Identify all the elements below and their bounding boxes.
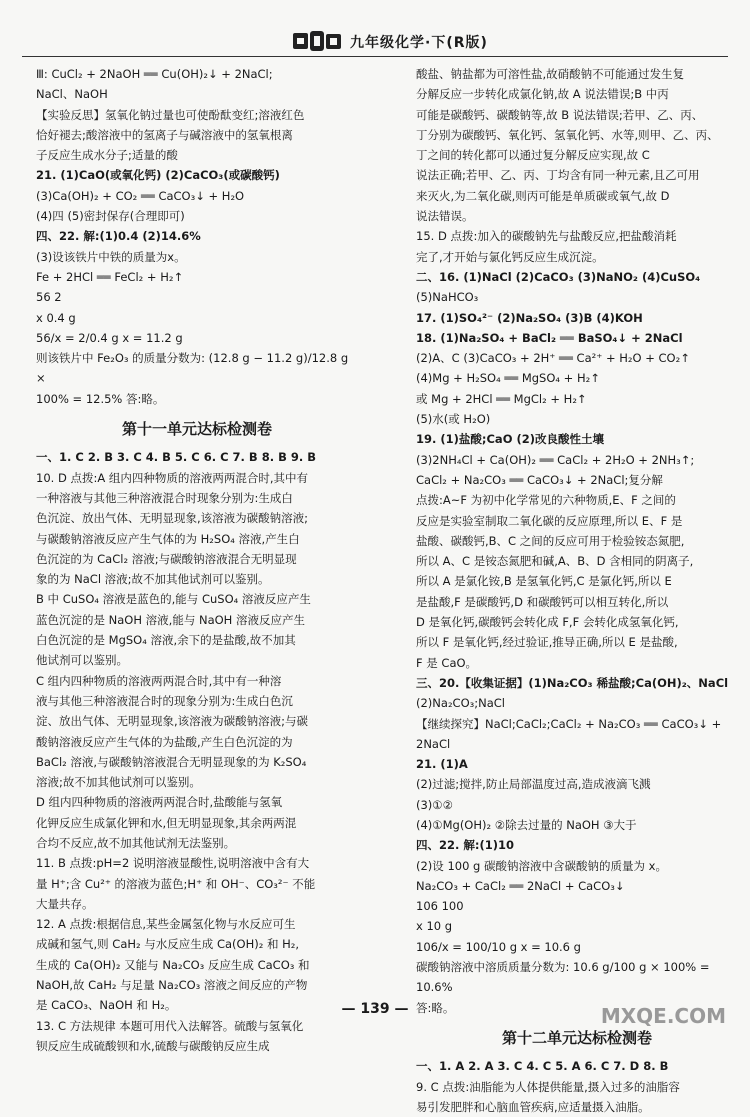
section-heading: 第十一单元达标检测卷 [121,420,272,439]
text-line: 100% = 12.5% 答:略。 [36,391,165,406]
text-line: (4)Mg + H₂SO₄ ══ MgSO₄ + H₂↑ [416,371,600,386]
text-line: (3)①② [416,797,453,812]
text-line: x 0.4 g [36,310,76,325]
text-line: NaCl、NaOH [36,87,108,102]
text-line: 【实验反思】氢氧化钠过量也可使酚酞变红;溶液红色 [36,107,305,122]
right-column [416,64,738,1117]
text-line: BaCl₂ 溶液,与碳酸钠溶液混合无明显现象的为 K₂SO₄ [36,754,307,769]
text-line: Ⅲ: CuCl₂ + 2NaOH ══ Cu(OH)₂↓ + 2NaCl; [36,67,273,81]
text-line: NaOH,故 CaH₂ 与足量 Na₂CO₃ 溶液之间反应的产物 [36,978,308,993]
text-line: Na₂CO₃ + CaCl₂ ══ 2NaCl + CaCO₃↓ [416,878,625,893]
text-line: D 组内四种物质的溶液两两混合时,盐酸能与氢氧 [36,795,283,810]
text-line: 来灭火,为二氧化碳,则丙可能是单质碳或氧气,故 D [416,188,670,203]
text-line: 丁分别为碳酸钙、氧化钙、氢氧化钙、水等,则甲、乙、丙、 [416,127,719,142]
text-line: 四、22. 解:(1)10 [416,838,514,853]
text-line: Fe + 2HCl ══ FeCl₂ + H₂↑ [36,269,184,284]
text-line: 酸盐、钠盐都为可溶性盐,故硝酸钠不可能通过发生复 [416,67,685,81]
text-line: 恰好褪去;酸溶液中的氢离子与碱溶液中的氢氧根离 [36,127,293,142]
watermark: MXQE.COM [600,1004,726,1028]
text-line: 说法错误。 [416,209,474,224]
text-line: 蓝色沉淀的是 NaOH 溶液,能与 NaOH 溶液反应产生 [36,612,305,627]
text-line: 18. (1)Na₂SO₄ + BaCl₂ ══ BaSO₄↓ + 2NaCl [416,330,683,345]
text-line: 钡反应生成硫酸钡和水,硫酸与碳酸钠反应生成 [36,1038,270,1053]
text-line: (2)A、C (3)CaCO₃ + 2H⁺ ══ Ca²⁺ + H₂O + CO₂↑ [416,351,690,366]
text-line: 大量共存。 [36,896,94,911]
text-line: 可能是碳酸钙、碳酸钠等,故 B 说法错误;若甲、乙、丙、 [416,107,704,122]
text-line: 15. D 点拨:加入的碳酸钠先与盐酸反应,把盐酸消耗 [416,229,677,244]
text-line: 二、16. (1)NaCl (2)CaCO₃ (3)NaNO₂ (4)CuSO₄ [416,269,701,284]
text-line: (2)设 100 g 碳酸钠溶液中含碳酸钠的质量为 x。 [416,858,667,873]
text-line: 17. (1)SO₄²⁻ (2)Na₂SO₄ (3)B (4)KOH [416,310,643,325]
text-line: 一种溶液与其他三种溶液混合时现象分别为:生成白 [36,490,293,505]
text-line: 是盐酸,F 是碳酸钙,D 和碳酸钙可以相互转化,所以 [416,594,669,609]
header-title: 九年级化学·下(R版) [350,35,488,51]
text-line: 丁之间的转化都可以通过复分解反应实现,故 C [416,148,650,163]
text-line: 一、1. A 2. A 3. C 4. C 5. A 6. C 7. D 8. B [416,1059,669,1074]
text-line: 子反应生成水分子;适量的酸 [36,148,178,163]
text-line: 【继续探究】NaCl;CaCl₂;CaCl₂ + Na₂CO₃ ══ CaCO₃↓ + [416,716,722,731]
text-line: 四、22. 解:(1)0.4 (2)14.6% [36,229,201,244]
text-line: 化钾反应生成氯化钾和水,但无明显现象,其余两两混 [36,815,297,830]
text-line: 或 Mg + 2HCl ══ MgCl₂ + H₂↑ [416,391,587,406]
text-line: 所以 A、C 是铵态氮肥和碱,A、B、D 含相同的阴离子, [416,554,694,569]
text-line: 完了,才开始与氯化钙反应生成沉淀。 [416,249,604,264]
left-column [36,64,358,1056]
text-line: 分解反应一步转化成氯化钠,故 A 说法错误;B 中丙 [416,87,669,102]
text-line: 10.6% [416,980,453,995]
header-rule [22,56,728,57]
text-line: (5)NaHCO₃ [416,290,479,305]
text-line: CaCl₂ + Na₂CO₃ ══ CaCO₃↓ + 2NaCl;复分解 [416,472,663,487]
text-line: 56/x = 2/0.4 g x = 11.2 g [36,330,183,345]
text-line: 淀、放出气体、无明显现象,该溶液为碳酸钠溶液;与碳 [36,714,309,729]
text-line: 2NaCl [416,736,451,751]
text-line: 11. B 点拨:pH=2 说明溶液显酸性,说明溶液中含有大 [36,856,310,871]
text-line: 反应是实验室制取二氧化碳的反应原理,所以 E、F 是 [416,513,683,528]
text-line: 白色沉淀的是 MgSO₄ 溶液,余下的是盐酸,故不加其 [36,633,296,648]
text-line: 21. (1)A [416,757,468,772]
brand-logo-icon [292,30,342,52]
text-line: (2)过滤;搅拌,防止局部温度过高,造成液滴飞溅 [416,777,651,792]
text-line: 合均不反应,故不加其他试剂无法鉴别。 [36,835,236,850]
text-line: 说法正确;若甲、乙、丙、丁均含有同一种元素,且乙可用 [416,168,700,183]
text-line: (4)四 (5)密封保存(合理即可) [36,209,185,224]
text-line: 56 2 [36,290,62,305]
text-line: 象的为 NaCl 溶液;故不加其他试剂可以鉴别。 [36,572,270,587]
text-line: 溶液;故不加其他试剂可以鉴别。 [36,775,201,790]
text-line: 所以 F 是氧化钙,经过验证,推导正确,所以 E 是盐酸, [416,635,678,650]
text-line: 9. C 点拨:油脂能为人体提供能量,摄入过多的油脂容 [416,1079,680,1094]
text-line: 酸钠溶液反应产生气体的为盐酸,产生白色沉淀的为 [36,734,293,749]
text-line: 12. A 点拨:根据信息,某些金属氢化物与水反应可生 [36,917,296,932]
text-line: x 10 g [416,919,453,934]
text-line: C 组内四种物质的溶液两两混合时,其中有一种溶 [36,673,282,688]
page-number: — 139 — [341,1001,409,1017]
text-line: D 是氧化钙,碳酸钙会转化成 F,F 会转化成氢氧化钙, [416,615,679,630]
text-line: 与碳酸钠溶液反应产生气体的为 H₂SO₄ 溶液,产生白 [36,531,300,546]
text-line: 液与其他三种溶液混合时的现象分别为:生成白色沉 [36,693,293,708]
text-line: (3)Ca(OH)₂ + CO₂ ══ CaCO₃↓ + H₂O [36,188,245,203]
text-line: 13. C 方法规律 本题可用代入法解答。硫酸与氢氧化 [36,1018,304,1033]
text-line: 一、1. C 2. B 3. C 4. B 5. C 6. C 7. B 8. B 9. B [36,450,316,465]
text-line: (3)设该铁片中铁的质量为x。 [36,249,186,264]
text-line: 成碱和氢气,则 CaH₂ 与水反应生成 Ca(OH)₂ 和 H₂, [36,937,300,952]
text-line: 三、20.【收集证据】(1)Na₂CO₃ 稀盐酸;Ca(OH)₂、NaCl [416,675,729,690]
text-line: 是 CaCO₃、NaOH 和 H₂。 [36,998,177,1013]
text-line: B 中 CuSO₄ 溶液是蓝色的,能与 CuSO₄ 溶液反应产生 [36,592,311,607]
text-line: 他试剂可以鉴别。 [36,653,128,668]
text-line: 量 H⁺;含 Cu²⁺ 的溶液为蓝色;H⁺ 和 OH⁻、CO₃²⁻ 不能 [36,876,316,891]
page-header [0,30,750,54]
text-line: (2)Na₂CO₃;NaCl [416,696,505,711]
text-line: 19. (1)盐酸;CaO (2)改良酸性土壤 [416,432,604,447]
text-line: 碳酸钠溶液中溶质质量分数为: 10.6 g/100 g × 100% = [416,960,710,975]
text-line: (3)2NH₄Cl + Ca(OH)₂ ══ CaCl₂ + 2H₂O + 2NH₃↑; [416,452,695,467]
text-line: 盐酸、碳酸钙,B、C 之间的反应可用于检验铵态氮肥, [416,533,685,548]
text-line: 106 100 [416,899,464,914]
section-heading: 第十二单元达标检测卷 [501,1028,652,1047]
text-line: 答:略。 [416,1000,455,1015]
text-line: 106/x = 100/10 g x = 10.6 g [416,939,581,954]
text-line: 21. (1)CaO(或氧化钙) (2)CaCO₃(或碳酸钙) [36,168,280,183]
text-line: 10. D 点拨:A 组内四种物质的溶液两两混合时,其中有 [36,470,309,485]
text-line: 色沉淀的为 CaCl₂ 溶液;与碳酸钠溶液混合无明显现 [36,551,297,566]
text-line: F 是 CaO。 [416,655,478,670]
text-line: 所以 A 是氯化铵,B 是氢氧化钙,C 是氯化钙,所以 E [416,574,672,589]
text-line: (5)水(或 H₂O) [416,412,491,427]
text-line: (4)①Mg(OH)₂ ②除去过量的 NaOH ③大于 [416,817,637,832]
text-line: 色沉淀、放出气体、无明显现象,该溶液为碳酸钠溶液; [36,511,309,526]
text-line: 则该铁片中 Fe₂O₃ 的质量分数为: (12.8 g − 11.2 g)/12.8 g × [36,351,349,386]
text-line: 易引发肥胖和心脑血管疾病,应适量摄入油脂。 [416,1099,650,1114]
text-line: 生成的 Ca(OH)₂ 又能与 Na₂CO₃ 反应生成 CaCO₃ 和 [36,957,310,972]
text-line: 点拨:A~F 为初中化学常见的六种物质,E、F 之间的 [416,493,676,508]
